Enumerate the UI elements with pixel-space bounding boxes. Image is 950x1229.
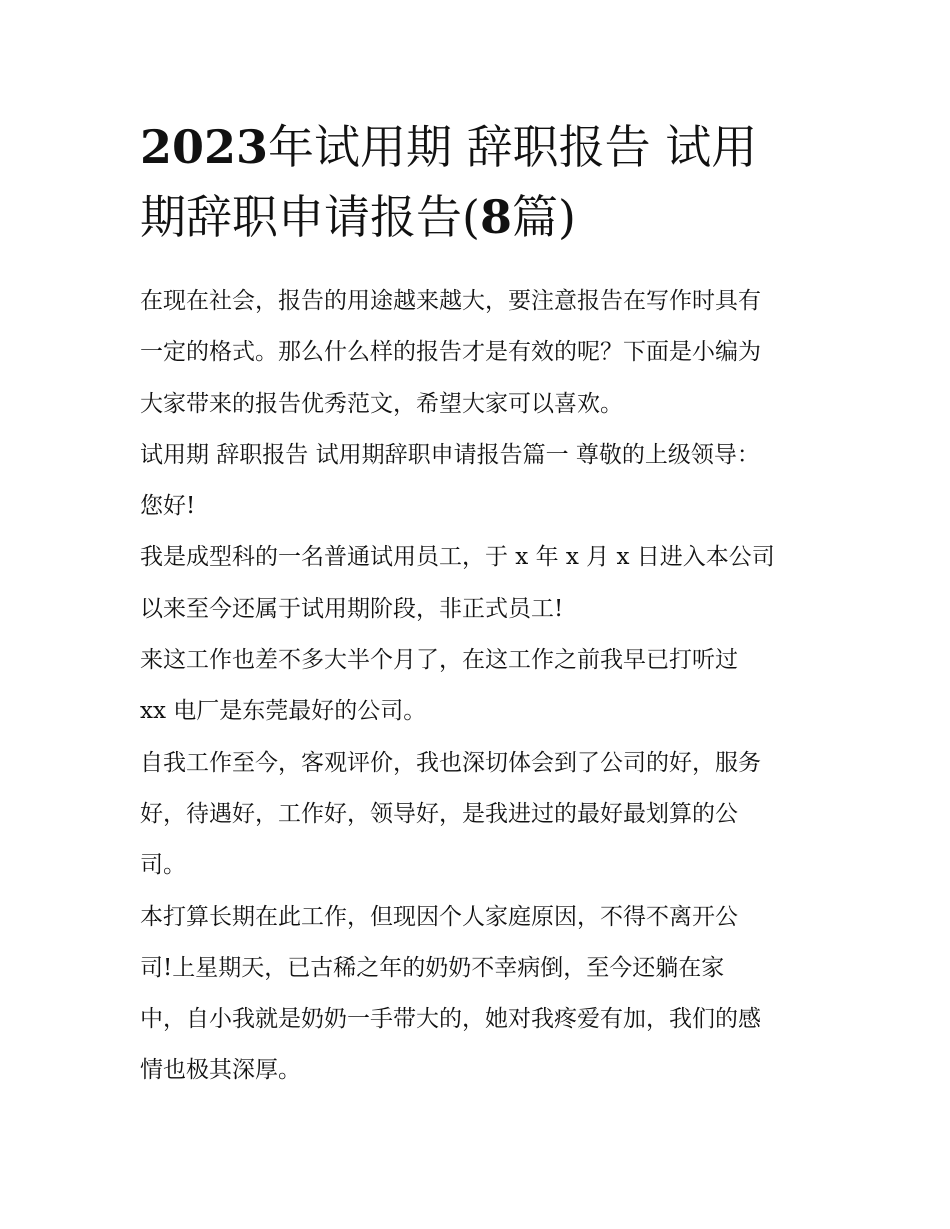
document-title <box>140 112 820 252</box>
document-body <box>140 276 820 1097</box>
text-line: 中，自小我就是奶奶一手带大的，她对我疼爱有加，我们的感 <box>140 1006 761 1033</box>
title-count: 8 <box>479 190 512 244</box>
text-line: 以来至今还属于试用期阶段，非正式员工! <box>140 595 564 622</box>
text-line: 自我工作至今，客观评价，我也深切体会到了公司的好，服务 <box>140 749 761 776</box>
text-line: 试用期 辞职报告 试用期辞职申请报告篇一 尊敬的上级领导： <box>140 441 760 468</box>
text-line: 司!上星期天，已古稀之年的奶奶不幸病倒，至今还躺在家 <box>140 954 725 981</box>
title-line-1 <box>140 112 820 182</box>
text-line: 您好! <box>140 493 196 520</box>
title-line-1-text: 年试用期 辞职报告 试用 <box>268 120 758 174</box>
title-year: 2023 <box>140 120 269 174</box>
title-line-2 <box>140 182 820 252</box>
text-line: 大家带来的报告优秀范文，希望大家可以喜欢。 <box>140 390 623 417</box>
text-line: 司。 <box>140 852 186 879</box>
text-line: 一定的格式。那么什么样的报告才是有效的呢？下面是小编为 <box>140 339 761 366</box>
text-line: 来这工作也差不多大半个月了，在这工作之前我早已打听过 <box>140 647 738 674</box>
title-line-2-end: 篇) <box>511 190 576 244</box>
title-line-2-start: 期辞职申请报告( <box>140 190 480 244</box>
text-line: 在现在社会，报告的用途越来越大，要注意报告在写作时具有 <box>140 288 761 314</box>
text-line: xx 电厂是东莞最好的公司。 <box>140 698 427 725</box>
text-line: 我是成型科的一名普通试用员工，于 x 年 x 月 x 日进入本公司 <box>140 544 775 571</box>
text-line: 好，待遇好，工作好，领导好，是我进过的最好最划算的公 <box>140 800 738 827</box>
text-line: 情也极其深厚。 <box>140 1057 301 1084</box>
text-line: 本打算长期在此工作，但现因个人家庭原因，不得不离开公 <box>140 903 738 930</box>
